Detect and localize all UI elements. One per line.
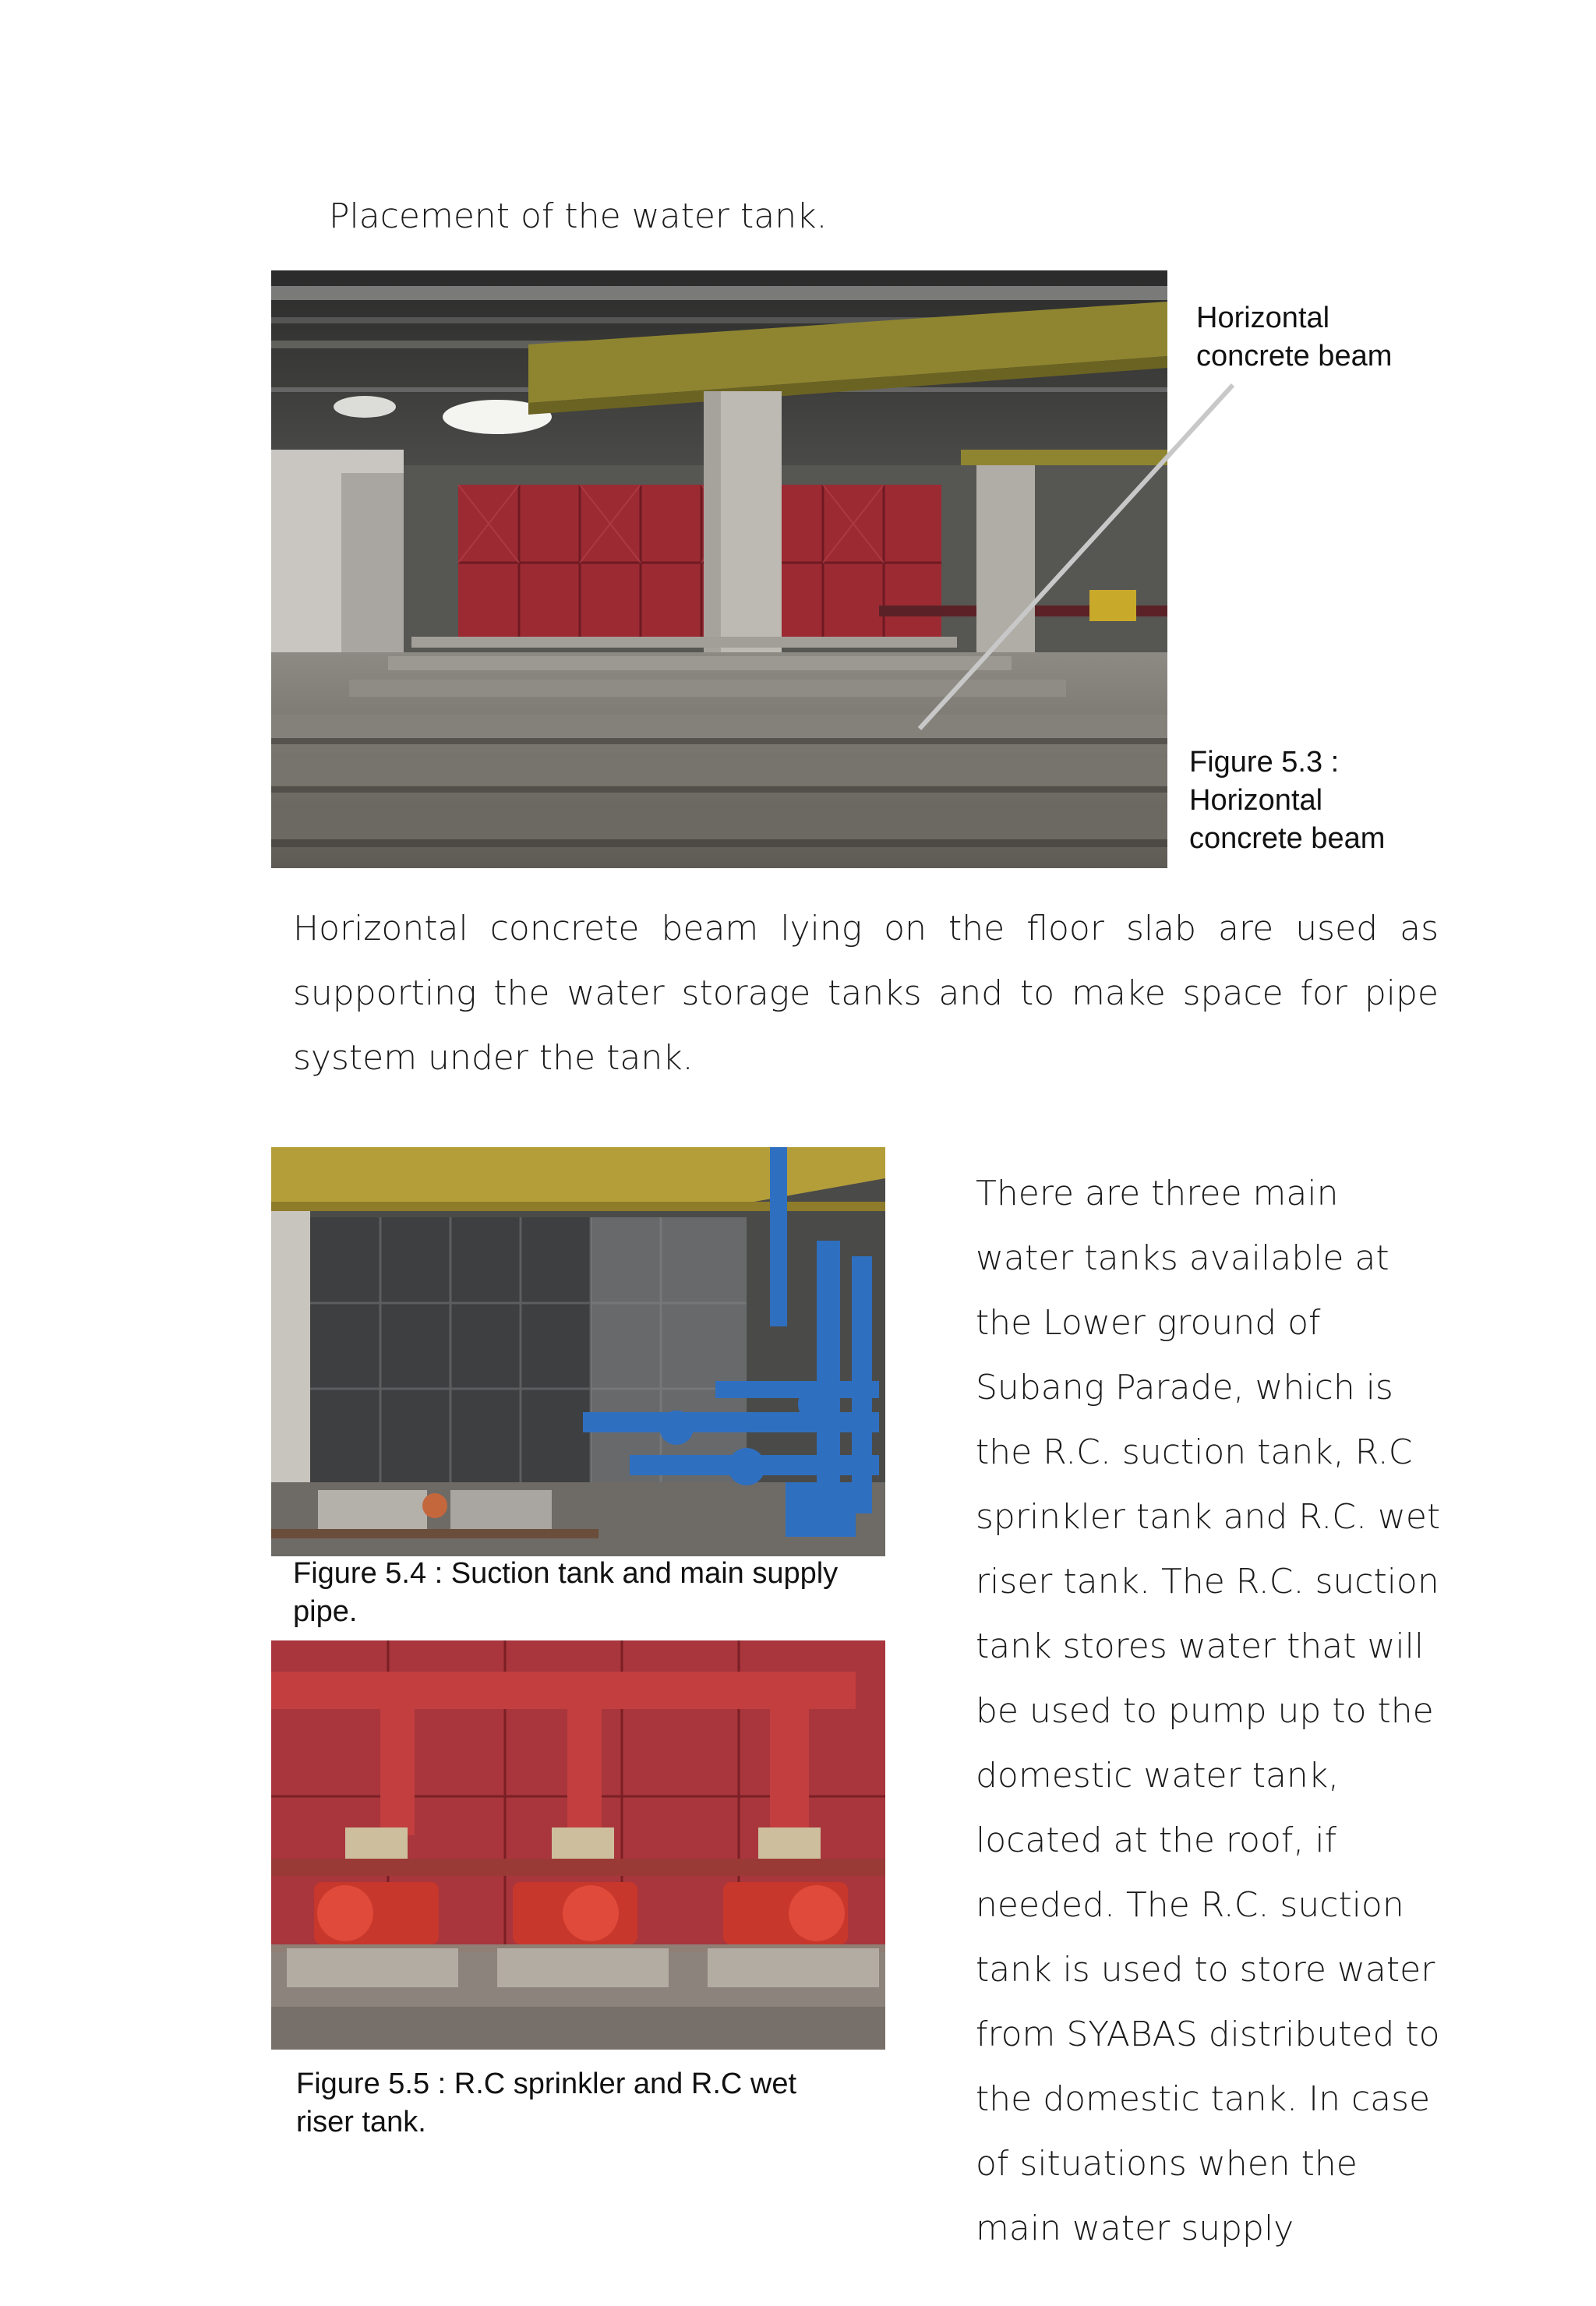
figure-5-3-caption: Figure 5.3 : Horizontal concrete beam [1189, 746, 1386, 855]
figure-5-5-photo [271, 1640, 885, 2050]
figure-5-3-photo [271, 270, 1167, 868]
figure-5-5-caption: Figure 5.5 : R.C sprinkler and R.C wet riser tank. [296, 2068, 797, 2138]
figure-5-4-photo [271, 1147, 885, 1556]
section-heading: Placement of the water tank. [329, 196, 828, 236]
figure-5-4-caption: Figure 5.4 : Suction tank and main supply pipe. [293, 1557, 839, 1628]
figure-5-3-annotation: Horizontal concrete beam [1196, 302, 1393, 373]
paragraph-water-tanks: There are three main water tanks available at the Lower ground of Subang Parade, which is the R.C. suction tank, R.C sprinkler tank and R.C. wet riser tank. The R.C. suction tank stores water that will be used to pump up to the domestic water tank, located at the roof, if needed. The R.C. suction tank is used to store water from SYABAS distributed to the domestic tank. In case of situations when the main water supply [976, 1174, 1441, 2248]
paragraph-beam-description: Horizontal concrete beam lying on the floor slab are used as supporting the water storage tanks and to make space for pipe system under the tank. [293, 909, 1439, 1078]
